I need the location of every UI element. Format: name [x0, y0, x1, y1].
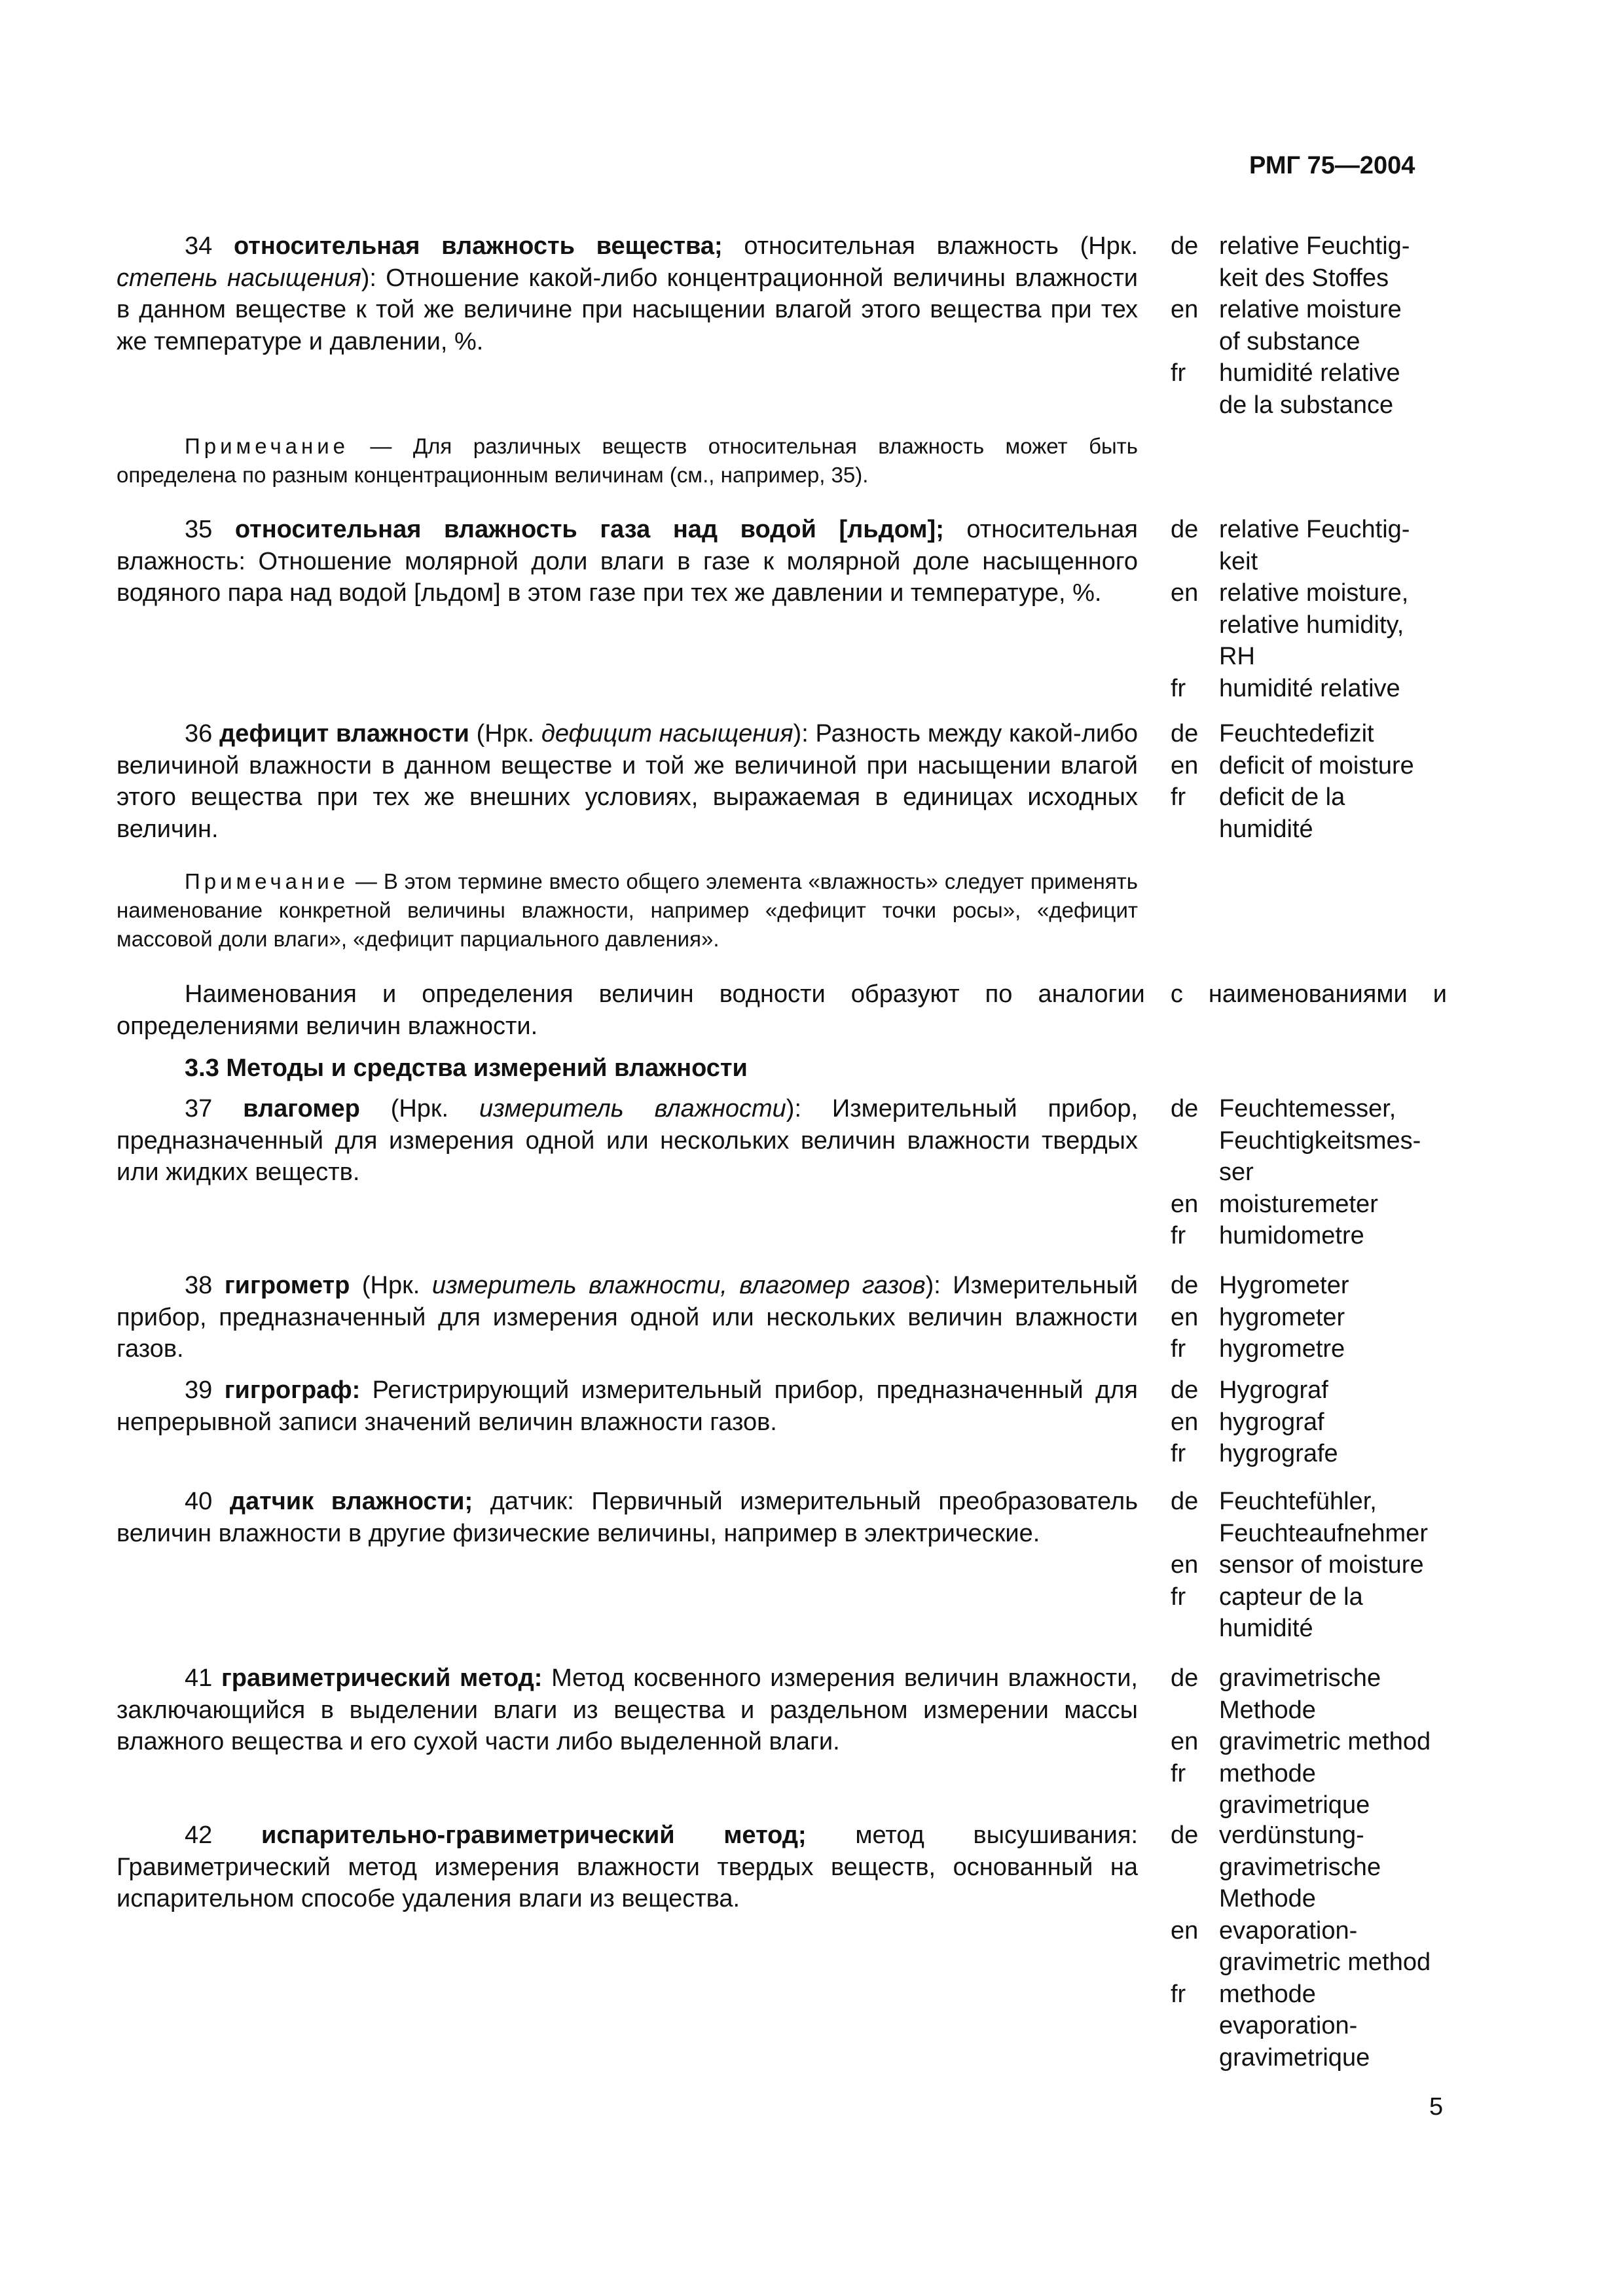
equivalent-term: deficit de la humidité	[1219, 783, 1345, 843]
equivalent-term: gravimetric method	[1219, 1728, 1431, 1755]
term-name: влагомер	[243, 1095, 360, 1122]
language-code: en	[1171, 1551, 1199, 1579]
equivalent-row	[1171, 1302, 1478, 1334]
foreign-equivalents	[1171, 1820, 1478, 2073]
equivalent-row	[1171, 781, 1478, 845]
equivalent-row	[1171, 1438, 1478, 1470]
equivalent-term: relative moisture of substance	[1219, 296, 1402, 355]
term-definition	[117, 514, 1138, 609]
foreign-equivalents	[1171, 1374, 1478, 1470]
term-name: гигрометр	[224, 1272, 350, 1299]
equivalent-row	[1171, 1758, 1478, 1821]
equivalent-term: relative Feuchtig- keit des Stoffes	[1219, 232, 1410, 292]
equivalent-term: Hygrograf	[1219, 1376, 1328, 1404]
equivalent-row	[1171, 1915, 1478, 1979]
equivalent-term: Feuchtedefizit	[1219, 720, 1374, 747]
document-number: РМГ 75—2004	[1249, 152, 1415, 179]
definition-text: относительная влажность: Отношение молярной доли влаги в газе к молярной доле насыщенного водяного пара над водой [льдом] в этом газе при тех же давлении и температуре, %.	[117, 516, 1138, 607]
equivalent-term: verdünstung- gravimetrische Methode	[1219, 1821, 1381, 1912]
synonym-italic: дефицит насыщения	[541, 720, 793, 747]
language-code: fr	[1171, 783, 1186, 811]
definition-text: (Нрк.	[350, 1272, 432, 1299]
language-code: de	[1171, 1488, 1199, 1515]
equivalent-row	[1171, 1189, 1478, 1221]
language-code: de	[1171, 720, 1199, 747]
equivalent-row	[1171, 1407, 1478, 1439]
term-name: гигрограф:	[224, 1376, 361, 1404]
language-code: fr	[1171, 1980, 1186, 2008]
language-code: en	[1171, 751, 1199, 780]
equivalent-row	[1171, 1549, 1478, 1581]
language-code: de	[1171, 1376, 1199, 1404]
definition-text: относительная влажность (Нрк.	[722, 232, 1138, 260]
note-label: Примечание	[185, 434, 350, 458]
language-code: fr	[1171, 359, 1186, 387]
language-code: de	[1171, 232, 1199, 260]
language-code: de	[1171, 1272, 1199, 1299]
definition-text: ): Отношение какой-либо концентрационной величины влажности в данном веществе к той же величине при насыщении влагой этого вещества при тех же температуре и давлении, %.	[117, 264, 1138, 355]
language-code: de	[1171, 1821, 1199, 1849]
language-code: fr	[1171, 1583, 1186, 1611]
term-definition	[117, 1662, 1138, 1758]
term-definition	[117, 1093, 1138, 1189]
equivalent-term: Feuchtemesser, Feuchtigkeitsmes- ser	[1219, 1095, 1421, 1186]
definition-text: ): Измерительный прибор, предназначенный для измерения одной или нескольких величин влажности твердых или жидких веществ.	[117, 1095, 1139, 1186]
foreign-equivalents	[1171, 1486, 1478, 1645]
equivalent-term: evaporation- gravimetric method	[1219, 1916, 1431, 1976]
equivalent-row	[1171, 294, 1478, 357]
language-code: en	[1171, 1303, 1199, 1331]
term-definition	[117, 1486, 1138, 1549]
synonym-italic: измеритель влажности	[479, 1095, 786, 1122]
term-definition	[117, 1820, 1138, 1915]
term-number: 37	[185, 1095, 213, 1122]
definition-text: Метод косвенного измерения величин влажности, заключающийся в выделении влаги из вещества и раздельном измерении массы влажного вещества и его сухой части либо выделенной влаги.	[117, 1664, 1138, 1755]
equivalent-term: relative Feuchtig- keit	[1219, 516, 1410, 575]
definition-text: датчик: Первичный измерительный преобразователь величин влажности в другие физические величины, например в электрические.	[117, 1488, 1139, 1547]
equivalent-term: hygrometer	[1219, 1303, 1345, 1331]
term-definition	[117, 1270, 1138, 1365]
term-number: 35	[185, 516, 213, 543]
term-number: 40	[185, 1488, 213, 1515]
equivalent-row	[1171, 1333, 1478, 1365]
equivalent-term: humidité relative de la substance	[1219, 359, 1400, 419]
term-name: датчик влажности;	[229, 1488, 473, 1515]
foreign-equivalents	[1171, 1093, 1478, 1252]
language-code: en	[1171, 1408, 1199, 1436]
equivalent-row	[1171, 1726, 1478, 1758]
definition-text: ): Измерительный прибор, предназначенный для измерения одной или нескольких величин влажности газов.	[117, 1272, 1139, 1363]
equivalent-term: Hygrometer	[1219, 1272, 1349, 1299]
note-2	[117, 867, 1138, 954]
synonym-italic: измеритель влажности, влагомер газов	[431, 1272, 926, 1299]
language-code: en	[1171, 1728, 1199, 1755]
foreign-equivalents	[1171, 230, 1478, 421]
language-code: fr	[1171, 1440, 1186, 1467]
term-number: 36	[185, 720, 213, 747]
language-code: en	[1171, 296, 1199, 323]
term-name: испарительно-гравиметрический метод;	[261, 1821, 807, 1849]
definition-text: ): Разность между какой-либо величиной влажности в данном веществе и той же величиной при насыщении влагой этого вещества при тех же внешних условиях, выражаемая в единицах исходных величин.	[117, 720, 1138, 843]
equivalent-term: Feuchtefühler, Feuchteaufnehmer	[1219, 1488, 1428, 1547]
term-number: 39	[185, 1376, 213, 1404]
term-number: 41	[185, 1664, 213, 1692]
equivalent-row	[1171, 1374, 1478, 1407]
equivalent-row	[1171, 1662, 1478, 1726]
equivalent-term: hygrografe	[1219, 1440, 1338, 1467]
language-code: de	[1171, 1095, 1199, 1122]
language-code: fr	[1171, 674, 1186, 702]
term-name: относительная влажность газа над водой [льдом];	[234, 516, 944, 543]
equivalent-term: deficit of moisture	[1219, 751, 1414, 780]
term-name: относительная влажность вещества;	[233, 232, 723, 260]
definition-text: Регистрирующий измерительный прибор, предназначенный для непрерывной записи значений величин влажности газов.	[117, 1376, 1138, 1436]
language-code: en	[1171, 1190, 1199, 1218]
equivalent-row	[1171, 673, 1478, 705]
equivalent-term: hygrometre	[1219, 1335, 1345, 1363]
equivalent-row	[1171, 1820, 1478, 1915]
equivalent-row	[1171, 230, 1478, 294]
equivalent-row	[1171, 514, 1478, 577]
equivalent-term: methode gravimetrique	[1219, 1759, 1370, 1819]
equivalent-row	[1171, 1486, 1478, 1549]
equivalent-row	[1171, 1093, 1478, 1189]
term-number: 38	[185, 1272, 213, 1299]
equivalent-row	[1171, 577, 1478, 673]
term-definition	[117, 718, 1138, 845]
note-text: — В этом термине вместо общего элемента «влажность» следует применять наименование конкретной величины влажности, например «дефицит точки росы», «дефицит массовой доли влаги», «дефицит парциального давления».	[117, 869, 1138, 951]
term-definition	[117, 1374, 1138, 1438]
note-1	[117, 432, 1138, 490]
equivalent-row	[1171, 1220, 1478, 1252]
equivalent-term: humidité relative	[1219, 674, 1400, 702]
definition-text: (Нрк.	[469, 720, 541, 747]
equivalent-row	[1171, 718, 1478, 750]
language-code: de	[1171, 1664, 1199, 1692]
synonym-italic: степень насыщения	[117, 264, 361, 292]
section-title: 3.3 Методы и средства измерений влажности	[185, 1054, 748, 1082]
equivalent-term: relative moisture, relative humidity, RH	[1219, 579, 1409, 670]
language-code: en	[1171, 579, 1199, 607]
equivalent-term: humidometre	[1219, 1222, 1364, 1249]
language-code: fr	[1171, 1222, 1186, 1249]
language-code: fr	[1171, 1335, 1186, 1363]
term-definition	[117, 230, 1138, 357]
foreign-equivalents	[1171, 514, 1478, 704]
term-name: дефицит влажности	[219, 720, 469, 747]
equivalent-term: capteur de la humidité	[1219, 1583, 1363, 1642]
equivalent-row	[1171, 357, 1478, 421]
definition-text: метод высушивания: Гравиметрический метод измерения влажности твердых веществ, основанный на испарительном способе удаления влаги из вещества.	[117, 1821, 1139, 1912]
definition-text: (Нрк.	[359, 1095, 480, 1122]
language-code: en	[1171, 1916, 1199, 1945]
note-text: — Для различных веществ относительная влажность может быть определена по разным концентрационным величинам (см., например, 35).	[117, 434, 1138, 487]
term-number: 34	[185, 232, 213, 260]
note-label: Примечание	[185, 869, 350, 893]
equivalent-term: hygrograf	[1219, 1408, 1324, 1436]
equivalent-row	[1171, 750, 1478, 782]
foreign-equivalents	[1171, 718, 1478, 845]
equivalent-row	[1171, 1270, 1478, 1302]
paragraph-naming: Наименования и определения величин водности образуют по аналогии с наименованиями и определениями величин влажности.	[117, 980, 1447, 1040]
language-code: fr	[1171, 1759, 1186, 1787]
term-name: гравиметрический метод:	[221, 1664, 543, 1692]
equivalent-row	[1171, 1979, 1478, 2074]
page-number: 5	[1429, 2093, 1444, 2121]
foreign-equivalents	[1171, 1662, 1478, 1821]
equivalent-term: methode evaporation- gravimetrique	[1219, 1980, 1370, 2072]
equivalent-term: gravimetrische Methode	[1219, 1664, 1381, 1724]
equivalent-term: moisturemeter	[1219, 1190, 1378, 1218]
language-code: de	[1171, 516, 1199, 543]
equivalent-row	[1171, 1581, 1478, 1645]
foreign-equivalents	[1171, 1270, 1478, 1365]
equivalent-term: sensor of moisture	[1219, 1551, 1424, 1579]
term-number: 42	[185, 1821, 213, 1849]
